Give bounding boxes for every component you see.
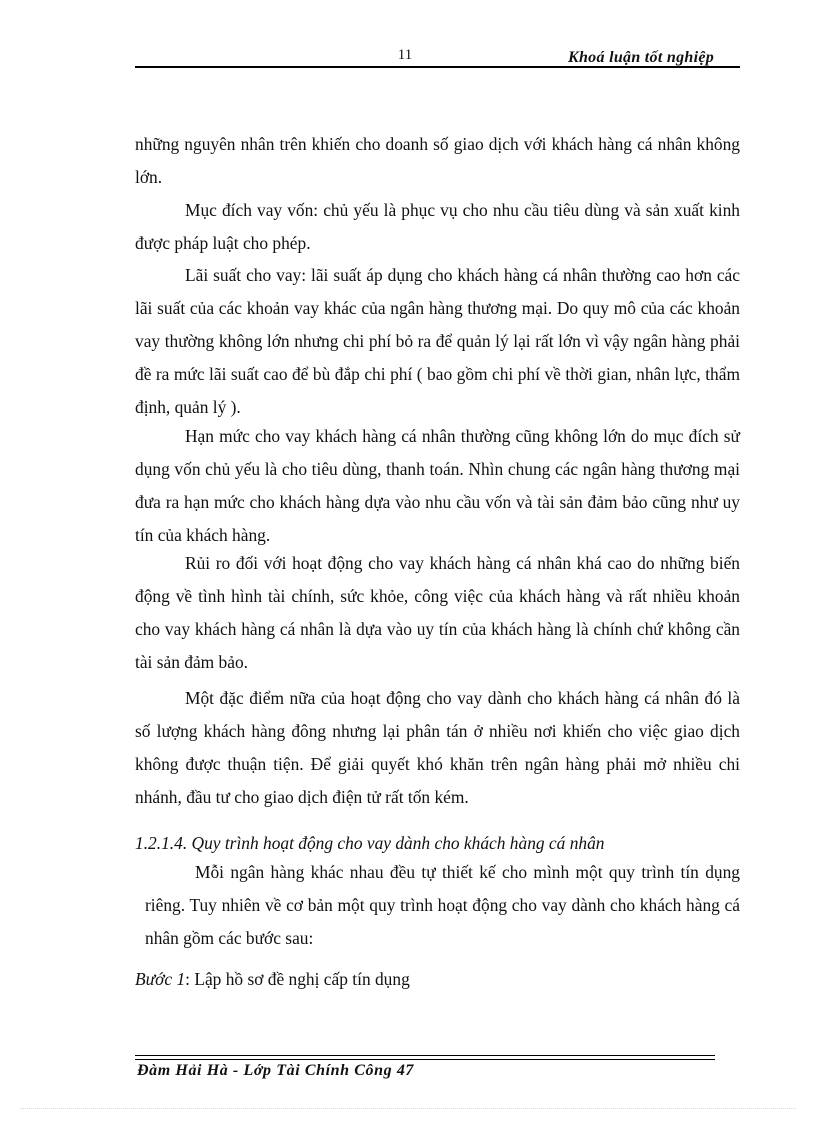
paragraph-text: Hạn mức cho vay khách hàng cá nhân thường cũng không lớn do mục đích sử dụng vốn chủ yếu là cho tiêu dùng, thanh toán. Nhìn chung các ngân hàng thương mại đưa ra hạn mức cho khách hàng dựa vào nhu cầu vốn và tài sản đảm bảo cũng như uy tín của khách hàng. bbox=[135, 426, 740, 545]
paragraph-text: Lãi suất cho vay: lãi suất áp dụng cho khách hàng cá nhân thường cao hơn các lãi suất của các khoản vay khác của ngân hàng thương mại. Do quy mô của các khoản vay thường không lớn nhưng chi phí bỏ ra để quản lý lại rất lớn vì vậy ngân hàng phải đề ra mức lãi suất cao để bù đắp chi phí ( bao gồm chi phí về thời gian, nhân lực, thẩm định, quản lý ). bbox=[135, 265, 740, 417]
step-1-label: Bước 1 bbox=[135, 969, 186, 989]
section-heading: 1.2.1.4. Quy trình hoạt động cho vay dành cho khách hàng cá nhân bbox=[135, 833, 605, 853]
paragraph-characteristic bbox=[135, 682, 740, 814]
paragraph-text: Mỗi ngân hàng khác nhau đều tự thiết kế cho mình một quy trình tín dụng riêng. Tuy nhiên về cơ bản một quy trình hoạt động cho vay dành cho khách hàng cá nhân gồm các bước sau: bbox=[145, 862, 740, 948]
footer-author: Đàm Hải Hà - Lớp Tài Chính Công 47 bbox=[137, 1062, 415, 1079]
paragraph-loan-purpose bbox=[135, 194, 740, 260]
page-edge-divider bbox=[20, 1108, 796, 1109]
paragraph-text: Mục đích vay vốn: chủ yếu là phục vụ cho nhu cầu tiêu dùng và sản xuất kinh được pháp luật cho phép. bbox=[135, 200, 740, 253]
page-number: 11 bbox=[397, 47, 413, 63]
paragraph-interest-rate bbox=[135, 259, 740, 424]
footer-divider bbox=[135, 1055, 715, 1060]
paragraph-continuation bbox=[135, 128, 740, 194]
paragraph-text: Một đặc điểm nữa của hoạt động cho vay dành cho khách hàng cá nhân đó là số lượng khách hàng đông nhưng lại phân tán ở nhiều nơi khiến cho việc giao dịch không được thuận tiện. Để giải quyết khó khăn trên ngân hàng phải mở nhiều chi nhánh, đầu tư cho giao dịch điện tử rất tốn kém. bbox=[135, 688, 740, 807]
paragraph-text: những nguyên nhân trên khiến cho doanh số giao dịch với khách hàng cá nhân không lớn. bbox=[135, 134, 740, 187]
step-1-text: : Lập hồ sơ đề nghị cấp tín dụng bbox=[185, 969, 410, 989]
step-1 bbox=[135, 963, 740, 996]
header-divider bbox=[135, 66, 740, 68]
header-title: Khoá luận tốt nghiệp bbox=[568, 49, 715, 66]
paragraph-text: Rủi ro đối với hoạt động cho vay khách hàng cá nhân khá cao do những biến động về tình hình tài chính, sức khỏe, công việc của khách hàng và rất nhiều khoản cho vay khách hàng cá nhân là dựa vào uy tín của khách hàng là chính chứ không cần tài sản đảm bảo. bbox=[135, 553, 740, 672]
paragraph-risk bbox=[135, 547, 740, 679]
paragraph-credit-limit bbox=[135, 420, 740, 552]
paragraph-process-intro bbox=[145, 856, 740, 955]
